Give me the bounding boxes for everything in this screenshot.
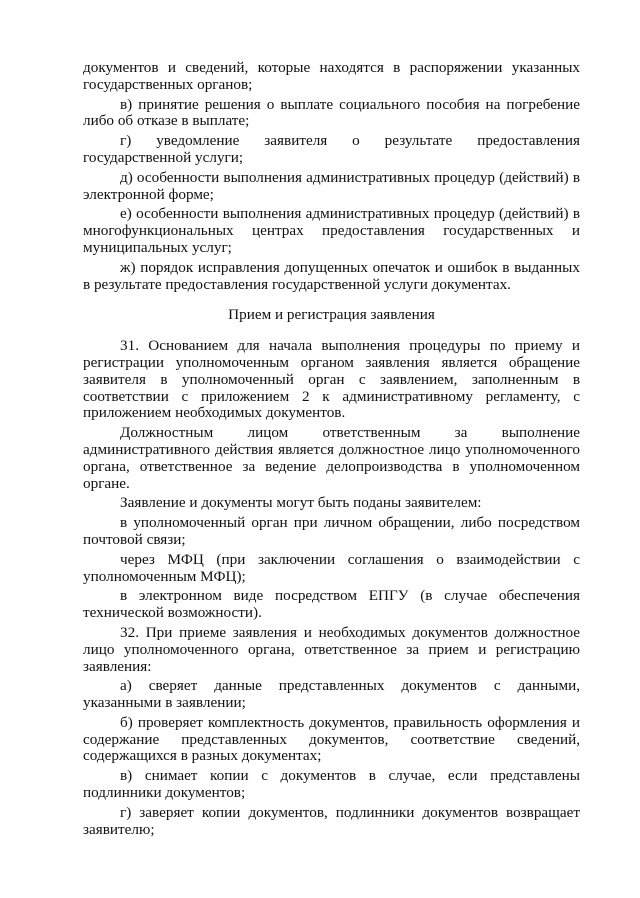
paragraph: 32. При приеме заявления и необходимых документов должностное лицо уполномоченного органа, ответственное за прием и регистрацию заявления:	[83, 623, 580, 675]
paragraph: г) заверяет копии документов, подлинники документов возвращает заявителю;	[83, 803, 580, 838]
paragraph: 31. Основанием для начала выполнения процедуры по приему и регистрации уполномоченным органом заявления является обращение заявителя в уполномоченный орган с заявлением, заполненным в соответствии с приложением 2 к административному регламенту, с приложением необходимых документов.	[83, 337, 580, 422]
paragraph: е) особенности выполнения административных процедур (действий) в многофункциональных центрах предоставления государственных и муниципальных услуг;	[83, 205, 580, 256]
paragraph: в электронном виде посредством ЕПГУ (в случае обеспечения технической возможности).	[83, 587, 580, 622]
paragraph: в) снимает копии с документов в случае, если представлены подлинники документов;	[83, 767, 580, 802]
paragraph: ж) порядок исправления допущенных опечаток и ошибок в выданных в результате предоставления государственной услуги документах.	[83, 258, 580, 293]
paragraph: Должностным лицом ответственным за выполнение административного действия является должностное лицо уполномоченного органа, ответственное за ведение делопроизводства в уполномоченном органе.	[83, 424, 580, 492]
paragraph: б) проверяет комплектность документов, правильность оформления и содержание представленных документов, соответствие сведений, содержащихся в разных документах;	[83, 713, 580, 765]
paragraph: Заявление и документы могут быть поданы заявителем:	[120, 494, 482, 512]
paragraph: через МФЦ (при заключении соглашения о взаимодействии с уполномоченным МФЦ);	[83, 550, 580, 585]
paragraph: г) уведомление заявителя о результате предоставления государственной услуги;	[83, 132, 580, 166]
paragraph: документов и сведений, которые находятся в распоряжении указанных государственных органов;	[83, 59, 580, 93]
paragraph: в) принятие решения о выплате социального пособия на погребение либо об отказе в выплате;	[83, 95, 580, 130]
paragraph: д) особенности выполнения административных процедур (действий) в электронной форме;	[83, 168, 580, 203]
paragraph: в уполномоченный орган при личном обращении, либо посредством почтовой связи;	[83, 514, 580, 548]
document-page	[83, 60, 580, 838]
paragraph: а) сверяет данные представленных документов с данными, указанными в заявлении;	[83, 677, 580, 712]
section-heading: Прием и регистрация заявления	[228, 306, 435, 324]
